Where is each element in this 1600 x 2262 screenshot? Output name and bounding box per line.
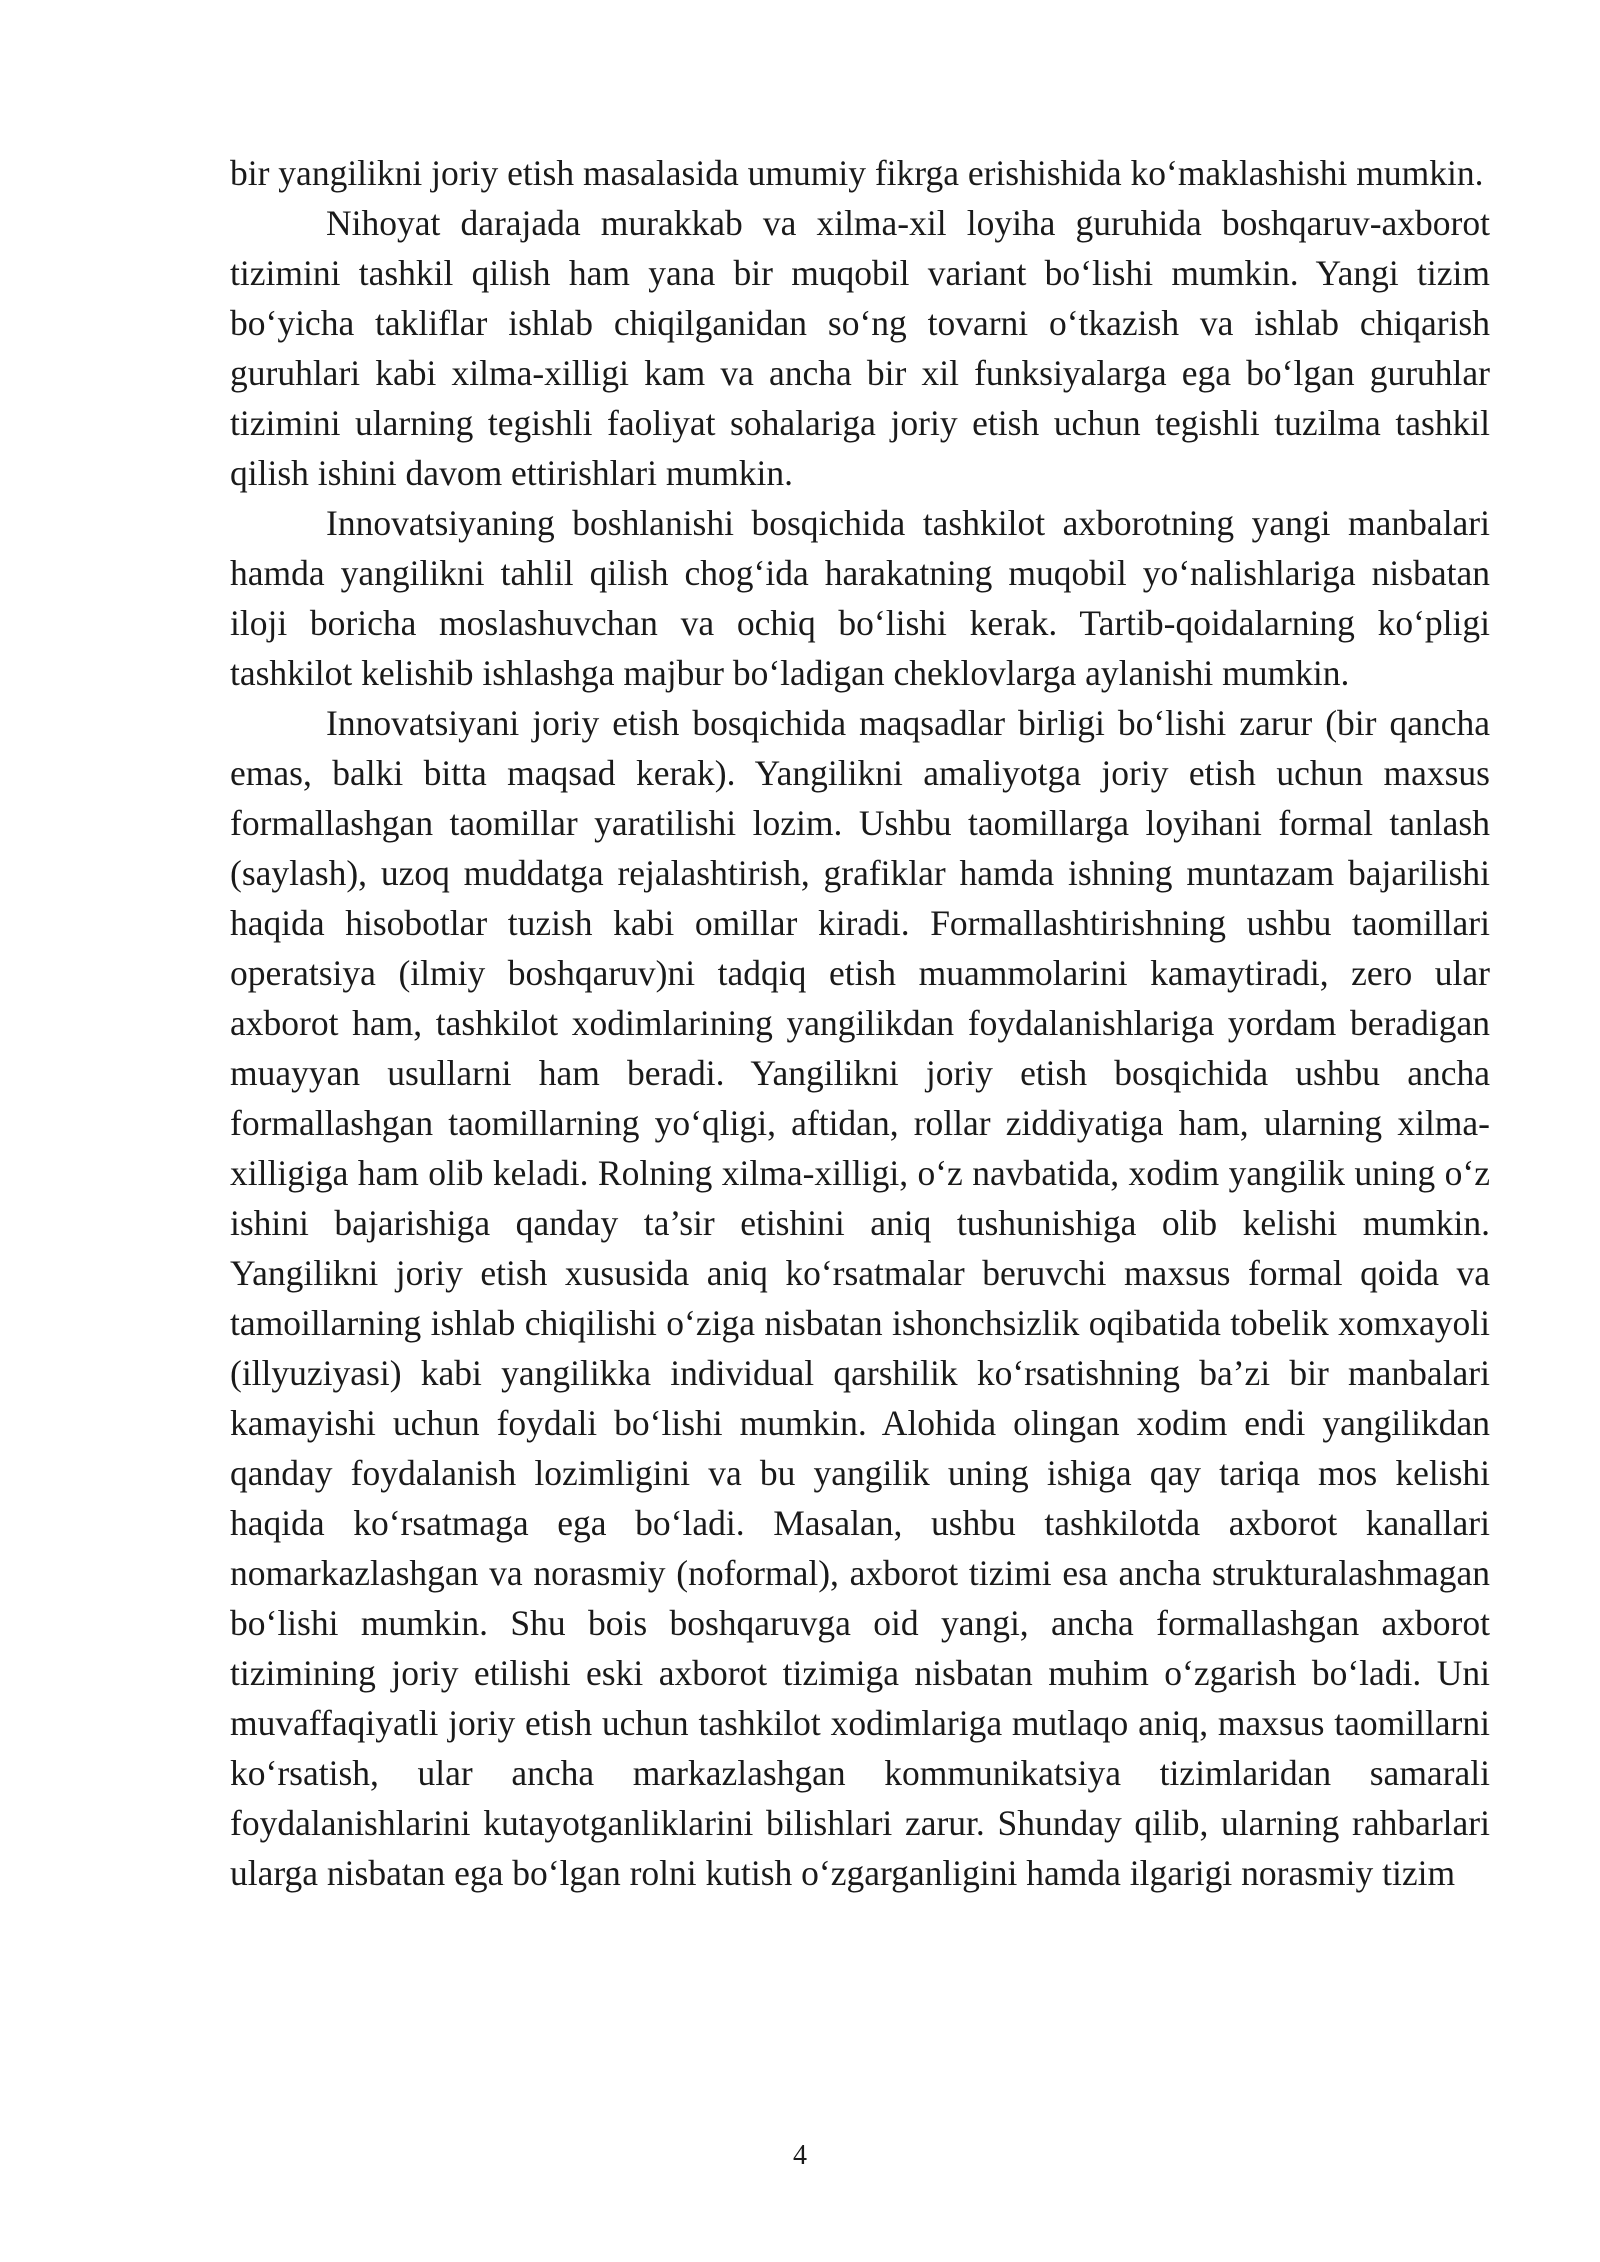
body-text	[230, 148, 1490, 1898]
paragraph: Innovatsiyani joriy etish bosqichida maqsadlar birligi bo‘lishi zarur (bir qancha emas, balki bitta maqsad kerak). Yangilikni amaliyotga joriy etish uchun maxsus formallashgan taomillar yaratilishi lozim. Ushbu taomillarga loyihani formal tanlash (saylash), uzoq muddatga rejalashtirish, grafiklar hamda ishning muntazam bajarilishi haqida hisobotlar tuzish kabi omillar kiradi. Formallashtirishning ushbu taomillari operatsiya (ilmiy boshqaruv)ni tadqiq etish muammolarini kamaytiradi, zero ular axborot ham, tashkilot xodimlarining yangilikdan foydalanishlariga yordam beradigan muayyan usullarni ham beradi. Yangilikni joriy etish bosqichida ushbu ancha formallashgan taomillarning yo‘qligi, aftidan, rollar ziddiyatiga ham, ularning xilma-xilligiga ham olib keladi. Rolning xilma-xilligi, o‘z navbatida, xodim yangilik uning o‘z ishini bajarishiga qanday ta’sir etishini aniq tushunishiga olib kelishi mumkin. Yangilikni joriy etish xususida aniq ko‘rsatmalar beruvchi maxsus formal qoida va tamoillarning ishlab chiqilishi o‘ziga nisbatan ishonchsizlik oqibatida tobelik xomxayoli (illyuziyasi) kabi yangilikka individual qarshilik ko‘rsatishning ba’zi bir manbalari kamayishi uchun foydali bo‘lishi mumkin. Alohida olingan xodim endi yangilikdan qanday foydalanish lozimligini va bu yangilik uning ishiga qay tariqa mos kelishi haqida ko‘rsatmaga ega bo‘ladi. Masalan, ushbu tashkilotda axborot kanallari nomarkazlashgan va norasmiy (noformal), axborot tizimi esa ancha strukturalashmagan bo‘lishi mumkin. Shu bois boshqaruvga oid yangi, ancha formallashgan axborot tizimining joriy etilishi eski axborot tizimiga nisbatan muhim o‘zgarish bo‘ladi. Uni muvaffaqiyatli joriy etish uchun tashkilot xodimlariga mutlaqo aniq, maxsus taomillarni ko‘rsatish, ular ancha markazlashgan kommunikatsiya tizimlaridan samarali foydalanishlarini kutayotganliklarini bilishlari zarur. Shunday qilib, ularning rahbarlari ularga nisbatan ega bo‘lgan rolni kutish o‘zgarganligini hamda ilgarigi norasmiy tizim	[230, 703, 1490, 1893]
paragraph-continuation: bir yangilikni joriy etish masalasida umumiy fikrga erishishida ko‘maklashishi mumkin.	[230, 153, 1484, 193]
paragraph: Innovatsiyaning boshlanishi bosqichida tashkilot axborotning yangi manbalari hamda yangilikni tahlil qilish chog‘ida harakatning muqobil yo‘nalishlariga nisbatan iloji boricha moslashuvchan va ochiq bo‘lishi kerak. Tartib-qoidalarning ko‘pligi tashkilot kelishib ishlashga majbur bo‘ladigan cheklovlarga aylanishi mumkin.	[230, 503, 1490, 693]
page-number: 4	[793, 2140, 807, 2171]
paragraph: Nihoyat darajada murakkab va xilma-xil loyiha guruhida boshqaruv-axborot tizimini tashkil qilish ham yana bir muqobil variant bo‘lishi mumkin. Yangi tizim bo‘yicha takliflar ishlab chiqilganidan so‘ng tovarni o‘tkazish va ishlab chiqarish guruhlari kabi xilma-xilligi kam va ancha bir xil funksiyalarga ega bo‘lgan guruhlar tizimini ularning tegishli faoliyat sohalariga joriy etish uchun tegishli tuzilma tashkil qilish ishini davom ettirishlari mumkin.	[230, 203, 1490, 493]
